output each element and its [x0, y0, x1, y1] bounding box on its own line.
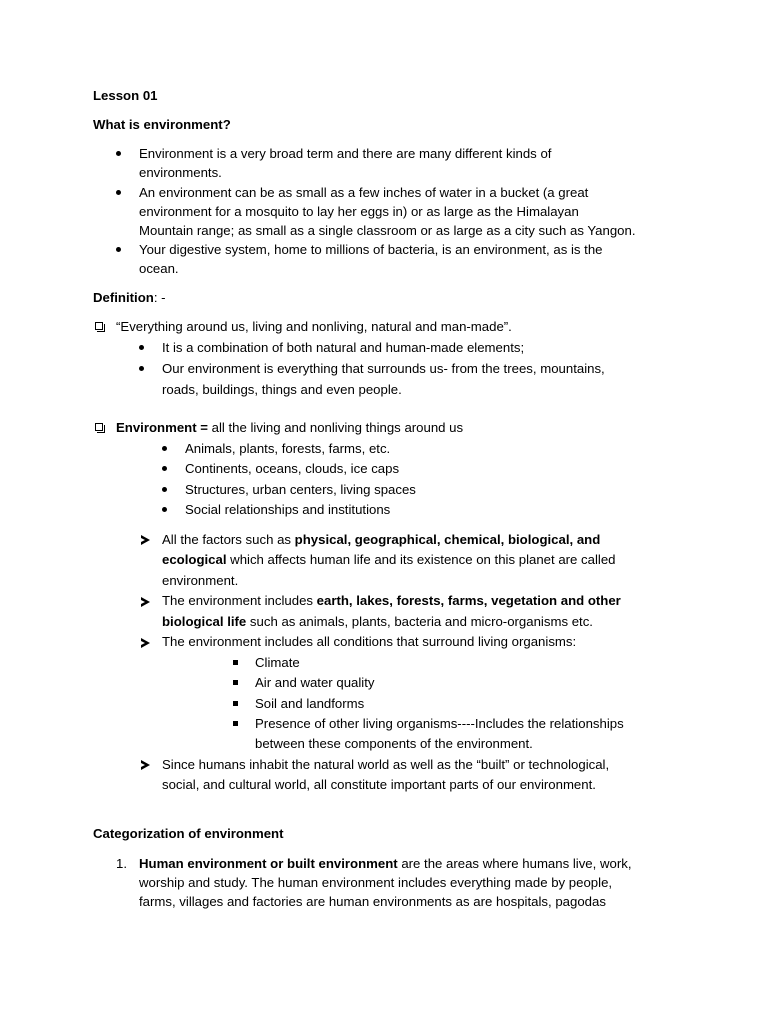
bullet-icon — [139, 366, 144, 371]
list-item: Soil and landforms — [255, 696, 365, 711]
arrow-bullet-icon — [141, 597, 150, 607]
bullet-icon — [116, 247, 121, 252]
definition-label: Definition — [93, 290, 154, 305]
numbered-item-bold: Human environment or built environment — [139, 856, 398, 871]
lesson-title: Lesson 01 — [93, 88, 158, 103]
bullet-icon — [139, 345, 144, 350]
definition-heading — [93, 290, 166, 305]
arrow-item-line — [162, 593, 621, 608]
arrow-bullet-icon — [141, 535, 150, 545]
arrow-item-text: such as animals, plants, bacteria and micro-organisms etc. — [246, 614, 593, 629]
arrow-bullet-icon — [141, 760, 150, 770]
list-item-cont: environment for a mosquito to lay her eggs in) or as large as the Himalayan — [139, 204, 579, 219]
quote-text: “Everything around us, living and nonliving, natural and man-made”. — [116, 319, 512, 334]
bullet-icon — [116, 151, 121, 156]
square-bullet-icon — [233, 701, 238, 706]
bullet-icon — [162, 487, 167, 492]
arrow-item-text: The environment includes — [162, 593, 317, 608]
arrow-item-line — [162, 552, 616, 567]
bullet-icon — [162, 466, 167, 471]
numbered-item-line — [139, 856, 631, 871]
arrow-item-line: social, and cultural world, all constitute important parts of our environment. — [162, 777, 596, 792]
bullet-icon — [162, 507, 167, 512]
arrow-item-line — [162, 614, 593, 629]
arrow-item-bold: physical, geographical, chemical, biological, and — [294, 532, 601, 547]
square-bullet-icon — [233, 721, 238, 726]
environment-equals-text: all the living and nonliving things around us — [207, 420, 464, 435]
list-item: It is a combination of both natural and human-made elements; — [162, 340, 525, 355]
checkbox-bullet-icon — [95, 322, 103, 330]
list-item: Environment is a very broad term and there are many different kinds of — [139, 146, 552, 161]
list-item: Continents, oceans, clouds, ice caps — [185, 461, 400, 476]
list-item: Our environment is everything that surrounds us- from the trees, mountains, — [162, 361, 605, 376]
heading-what-is-environment: What is environment? — [93, 117, 231, 132]
bullet-icon — [116, 190, 121, 195]
list-item-cont: Mountain range; as small as a single classroom or as large as a city such as Yangon. — [139, 223, 636, 238]
numbered-item-line: farms, villages and factories are human environments as are hospitals, pagodas — [139, 894, 606, 909]
arrow-item-bold: biological life — [162, 614, 247, 629]
arrow-item-text: All the factors such as — [162, 532, 295, 547]
list-item: Climate — [255, 655, 300, 670]
heading-categorization: Categorization of environment — [93, 826, 284, 841]
arrow-item-line: The environment includes all conditions that surround living organisms: — [162, 634, 577, 649]
arrow-item-line: Since humans inhabit the natural world as well as the “built” or technological, — [162, 757, 610, 772]
list-item-cont: ocean. — [139, 261, 179, 276]
bullet-icon — [162, 446, 167, 451]
environment-definition — [116, 420, 463, 435]
list-item: Your digestive system, home to millions of bacteria, is an environment, as is the — [139, 242, 603, 257]
list-item: An environment can be as small as a few inches of water in a bucket (a great — [139, 185, 589, 200]
square-bullet-icon — [233, 680, 238, 685]
checkbox-bullet-icon — [95, 423, 103, 431]
list-item: Air and water quality — [255, 675, 375, 690]
square-bullet-icon — [233, 660, 238, 665]
numbered-item-text: are the areas where humans live, work, — [397, 856, 632, 871]
list-item-cont: environments. — [139, 165, 222, 180]
numbered-item-number: 1. — [116, 856, 127, 871]
definition-suffix: : - — [153, 290, 166, 305]
list-item: Animals, plants, forests, farms, etc. — [185, 441, 391, 456]
arrow-item-bold: ecological — [162, 552, 227, 567]
arrow-bullet-icon — [141, 638, 150, 648]
list-item-cont: roads, buildings, things and even people. — [162, 382, 402, 397]
arrow-item-line: environment. — [162, 573, 239, 588]
environment-equals-label: Environment = — [116, 420, 208, 435]
list-item: Structures, urban centers, living spaces — [185, 482, 416, 497]
arrow-item-text: which affects human life and its existence on this planet are called — [226, 552, 616, 567]
list-item: Presence of other living organisms----Includes the relationships — [255, 716, 624, 731]
list-item-cont: between these components of the environment. — [255, 736, 533, 751]
list-item: Social relationships and institutions — [185, 502, 391, 517]
arrow-item-line — [162, 532, 600, 547]
numbered-item-line: worship and study. The human environment includes everything made by people, — [139, 875, 613, 890]
arrow-item-bold: earth, lakes, forests, farms, vegetation and other — [316, 593, 621, 608]
